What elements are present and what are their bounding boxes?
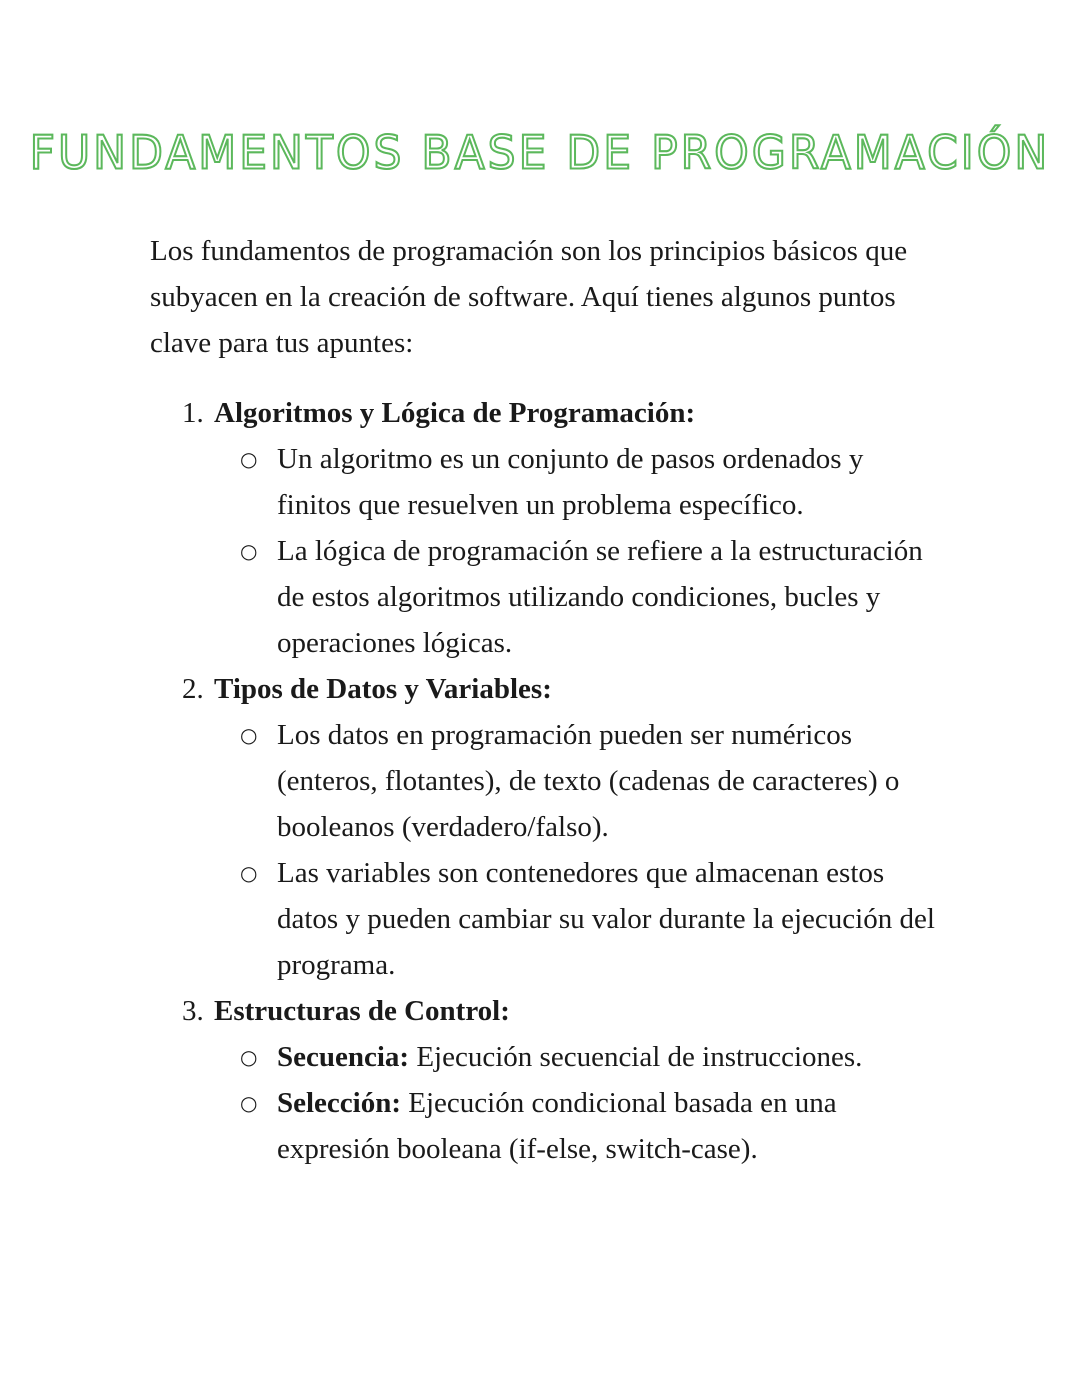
title-container: [0, 128, 1080, 179]
sub-item-label: Secuencia:: [277, 1041, 410, 1073]
section-number: 3.: [182, 995, 204, 1027]
sub-list-item: [240, 1034, 937, 1080]
hollow-bullet-icon: ○: [240, 723, 258, 747]
section-number: 2.: [182, 673, 204, 705]
hollow-bullet-icon: ○: [240, 447, 258, 471]
sub-list: [150, 1034, 950, 1172]
list-item-section: [150, 988, 950, 1172]
hollow-bullet-icon: ○: [240, 539, 258, 563]
sub-item-text: La lógica de programación se refiere a la estructuración de estos algoritmos utilizando condiciones, bucles y operaciones lógicas.: [277, 535, 923, 659]
sub-list-item: [240, 436, 937, 528]
list-item-section: [150, 390, 950, 666]
page-title: FUNDAMENTOS BASE DE PROGRAMACIÓN: [29, 126, 1051, 181]
sub-item-label: Selección:: [277, 1087, 402, 1119]
section-title: Estructuras de Control:: [214, 995, 510, 1027]
section-title: Tipos de Datos y Variables:: [214, 673, 552, 705]
sub-list-item: [240, 528, 937, 666]
section-number: 1.: [182, 397, 204, 429]
hollow-bullet-icon: ○: [240, 1045, 258, 1069]
sub-item-text: Ejecución secuencial de instrucciones.: [416, 1041, 863, 1073]
intro-paragraph: Los fundamentos de programación son los principios básicos que subyacen en la creación de software. Aquí tienes algunos puntos clave para tus apuntes:: [150, 235, 908, 359]
hollow-bullet-icon: ○: [240, 861, 258, 885]
key-points-list: [150, 390, 950, 1172]
section-title: Algoritmos y Lógica de Programación:: [214, 397, 696, 429]
sub-list-item: [240, 850, 937, 988]
hollow-bullet-icon: ○: [240, 1091, 258, 1115]
section-heading: [150, 988, 950, 1034]
section-heading: [150, 390, 950, 436]
sub-item-text: Las variables son contenedores que almacenan estos datos y pueden cambiar su valor durante la ejecución del programa.: [277, 857, 935, 981]
sub-item-text: Un algoritmo es un conjunto de pasos ordenados y finitos que resuelven un problema específico.: [277, 443, 864, 521]
sub-list: [150, 436, 950, 666]
section-heading: [150, 666, 950, 712]
sub-list: [150, 712, 950, 988]
sub-item-text: Los datos en programación pueden ser numéricos (enteros, flotantes), de texto (cadenas de caracteres) o booleanos (verdadero/falso).: [277, 719, 900, 843]
sub-item-text: Ejecución condicional basada en una expresión booleana (if-else, switch-case).: [277, 1087, 837, 1165]
sub-list-item: [240, 712, 937, 850]
sub-list-item: [240, 1080, 937, 1172]
list-item-section: [150, 666, 950, 988]
